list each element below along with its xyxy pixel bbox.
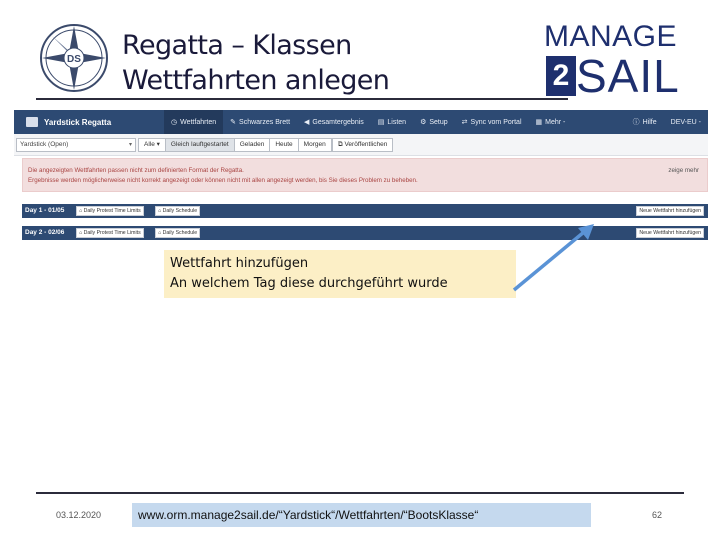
nav-setup[interactable]: ⚙ Setup	[420, 118, 448, 126]
filter-same-start[interactable]: Gleich lauftgestartet	[166, 138, 235, 152]
nav-hilfe[interactable]: ⓘ Hilfe	[632, 118, 657, 126]
info-icon: ⓘ	[632, 119, 640, 126]
pin-icon: ✎	[230, 119, 237, 126]
gear-icon: ⚙	[420, 119, 427, 126]
app-navbar	[14, 110, 708, 134]
alert-line1: Die angezeigten Wettfahrten passen nicht zum definierten Format der Regatta.	[28, 167, 244, 174]
callout-line2: An welchem Tag diese durchgeführt wurde	[170, 276, 448, 291]
sync-icon: ⇄	[461, 119, 468, 126]
nav-listen[interactable]: ▤ Listen	[377, 118, 407, 126]
add-race-button[interactable]: Neue Wettfahrt hinzufügen	[636, 206, 704, 216]
footer-date: 03.12.2020	[56, 510, 102, 520]
nav-wettfahrten[interactable]: ◷ Wettfahrten	[164, 110, 223, 134]
day-row	[22, 226, 708, 240]
filter-button-group	[138, 138, 332, 152]
filter-tomorrow[interactable]: Morgen	[299, 138, 332, 152]
slide-title	[122, 28, 389, 98]
filter-loaded[interactable]: Geladen	[235, 138, 271, 152]
app-screenshot	[14, 110, 708, 245]
filter-all[interactable]: Alle ▾	[138, 138, 166, 152]
title-divider	[36, 98, 568, 100]
filter-toolbar	[14, 134, 708, 156]
daily-protest-time-limits-button[interactable]: ⌂ Daily Protest Time Limits	[76, 228, 144, 238]
day-row	[22, 204, 708, 218]
logo-initials: DS	[67, 54, 81, 65]
chevron-down-icon: ▾	[128, 142, 132, 148]
daily-protest-time-limits-button[interactable]: ⌂ Daily Protest Time Limits	[76, 206, 144, 216]
app-brand[interactable]	[14, 110, 164, 134]
filter-today[interactable]: Heute	[270, 138, 298, 152]
day-label: Day 2 - 02/06	[25, 229, 65, 236]
class-selector[interactable]: Yardstick (Open) ▾	[16, 138, 136, 152]
slide-title-line2: Wettfahrten anlegen	[122, 65, 390, 96]
megaphone-icon: ◀	[304, 119, 310, 126]
slide-title-line1: Regatta – Klassen	[122, 30, 352, 61]
publish-button[interactable]: ⧉ Veröffentlichen	[332, 138, 393, 152]
footer-divider	[36, 492, 684, 494]
nav-mehr[interactable]: ▦ Mehr -	[535, 118, 566, 126]
grid-icon: ▦	[535, 119, 543, 126]
add-race-button[interactable]: Neue Wettfahrt hinzufügen	[636, 228, 704, 238]
bank-icon: ⌂	[158, 230, 162, 236]
page-number: 62	[652, 510, 663, 520]
callout-line1: Wettfahrt hinzufügen	[170, 256, 309, 271]
clock-icon: ◷	[171, 119, 178, 126]
bank-icon: ⌂	[158, 208, 162, 214]
app-logo-icon	[26, 117, 38, 127]
ds-compass-logo	[38, 22, 110, 94]
bank-icon: ⌂	[79, 230, 83, 236]
instruction-callout	[164, 250, 516, 298]
nav-sync[interactable]: ⇄ Sync vom Portal	[461, 118, 522, 126]
nav-account[interactable]: DEV-EU -	[670, 118, 701, 126]
footer-url: www.orm.manage2sail.de/“Yardstick“/Wettfahrten/“BootsKlasse“	[132, 503, 591, 527]
daily-schedule-button[interactable]: ⌂ Daily Schedule	[155, 228, 200, 238]
brand-sail-text: SAIL	[576, 50, 680, 102]
alert-show-more-link[interactable]: zeige mehr	[668, 167, 699, 174]
manage2sail-logo	[542, 20, 692, 100]
document-icon: ▤	[377, 119, 385, 126]
nav-gesamtergebnis[interactable]: ◀ Gesamtergebnis	[304, 118, 364, 126]
format-warning-alert	[22, 158, 708, 192]
brand-manage-text: MANAGE	[544, 20, 678, 53]
nav-schwarzes-brett[interactable]: ✎ Schwarzes Brett	[230, 118, 291, 126]
bank-icon: ⌂	[79, 208, 83, 214]
day-label: Day 1 - 01/05	[25, 207, 65, 214]
alert-line2: Ergebnisse werden möglicherweise nicht korrekt angezeigt oder können nicht mit allen angezeigt werden, bis Sie dieses Problem zu beheben.	[28, 177, 418, 184]
brand-two-block: 2	[546, 56, 576, 96]
app-brand-label: Yardstick Regatta	[44, 117, 112, 127]
daily-schedule-button[interactable]: ⌂ Daily Schedule	[155, 206, 200, 216]
